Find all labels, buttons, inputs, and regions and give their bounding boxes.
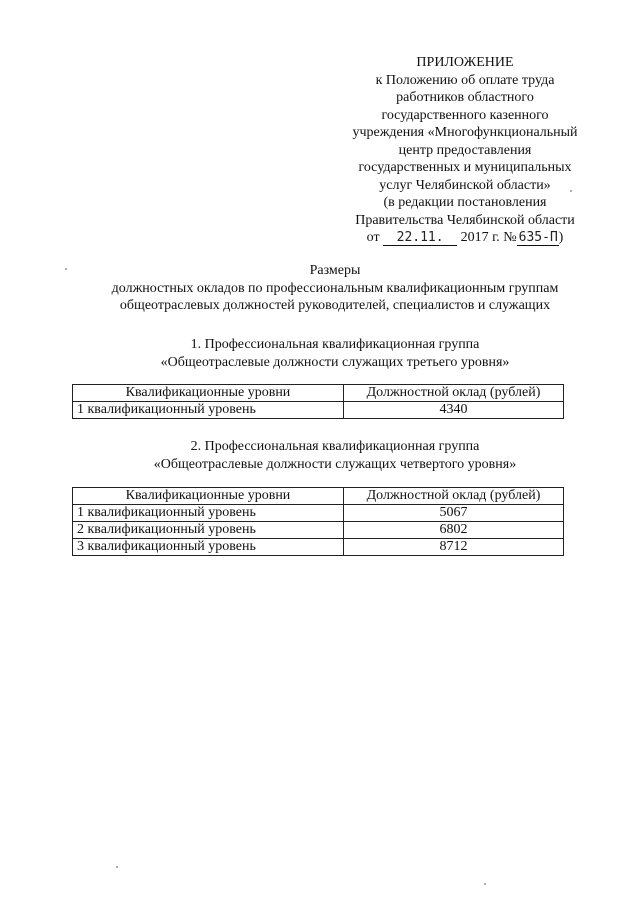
appendix-line: работников областного xyxy=(396,90,534,105)
salary-cell: 5067 xyxy=(344,505,564,522)
table-row xyxy=(73,539,564,556)
column-header-levels: Квалификационные уровни xyxy=(73,488,344,505)
title-line: должностных окладов по профессиональным квалификационным группам xyxy=(111,280,559,296)
appendix-line: услуг Челябинской области» xyxy=(379,177,551,193)
scan-speck xyxy=(65,268,67,270)
salary-cell: 6802 xyxy=(344,522,564,539)
appendix-line: учреждения «Многофункциональный xyxy=(352,125,578,140)
level-cell: 2 квалификационный уровень xyxy=(73,522,344,539)
level-cell: 1 квалификационный уровень xyxy=(73,505,344,522)
table-header-row xyxy=(73,385,564,402)
closing-paren: ) xyxy=(558,230,564,245)
group-2-title xyxy=(40,438,630,474)
year-number-label: 2017 г. № xyxy=(460,230,517,245)
appendix-line: центр предоставления xyxy=(398,142,532,158)
appendix-heading: ПРИЛОЖЕНИЕ xyxy=(416,55,514,70)
appendix-line: государственного казенного xyxy=(381,107,549,123)
appendix-line: Правительства Челябинской области xyxy=(355,212,575,228)
handwritten-date: 22.11. xyxy=(383,231,457,246)
salary-cell: 4340 xyxy=(344,402,564,419)
group-title-line: 2. Профессиональная квалификационная группа xyxy=(190,439,480,454)
handwritten-number: 635-П xyxy=(518,230,558,245)
column-header-levels: Квалификационные уровни xyxy=(73,385,344,402)
level-cell: 3 квалификационный уровень xyxy=(73,539,344,556)
appendix-block xyxy=(330,54,600,247)
table-row xyxy=(73,522,564,539)
group-title-line: 1. Профессиональная квалификационная группа xyxy=(190,337,480,352)
column-header-salary: Должностной оклад (рублей) xyxy=(344,488,564,505)
scan-speck xyxy=(116,866,118,868)
table-row xyxy=(73,402,564,419)
group-2-table xyxy=(72,487,564,556)
scan-speck xyxy=(484,883,486,885)
appendix-line: государственных и муниципальных xyxy=(358,160,572,175)
title-line: Размеры xyxy=(309,263,361,278)
group-1-table xyxy=(72,384,564,419)
date-prefix: от xyxy=(366,230,380,245)
group-title-line: «Общеотраслевые должности служащих третьего уровня» xyxy=(160,355,510,370)
column-header-salary: Должностной оклад (рублей) xyxy=(344,385,564,402)
level-cell: 1 квалификационный уровень xyxy=(73,402,344,419)
document-title xyxy=(40,262,630,315)
group-title-line: «Общеотраслевые должности служащих четвертого уровня» xyxy=(153,457,517,472)
scan-speck xyxy=(570,190,572,192)
resolution-date-line xyxy=(330,229,600,247)
appendix-line: к Положению об оплате труда xyxy=(375,72,555,88)
group-1-title xyxy=(40,336,630,372)
title-line: общеотраслевых должностей руководителей, специалистов и служащих xyxy=(119,298,551,313)
appendix-line: (в редакции постановления xyxy=(383,195,547,210)
salary-cell: 8712 xyxy=(344,539,564,556)
table-header-row xyxy=(73,488,564,505)
table-row xyxy=(73,505,564,522)
